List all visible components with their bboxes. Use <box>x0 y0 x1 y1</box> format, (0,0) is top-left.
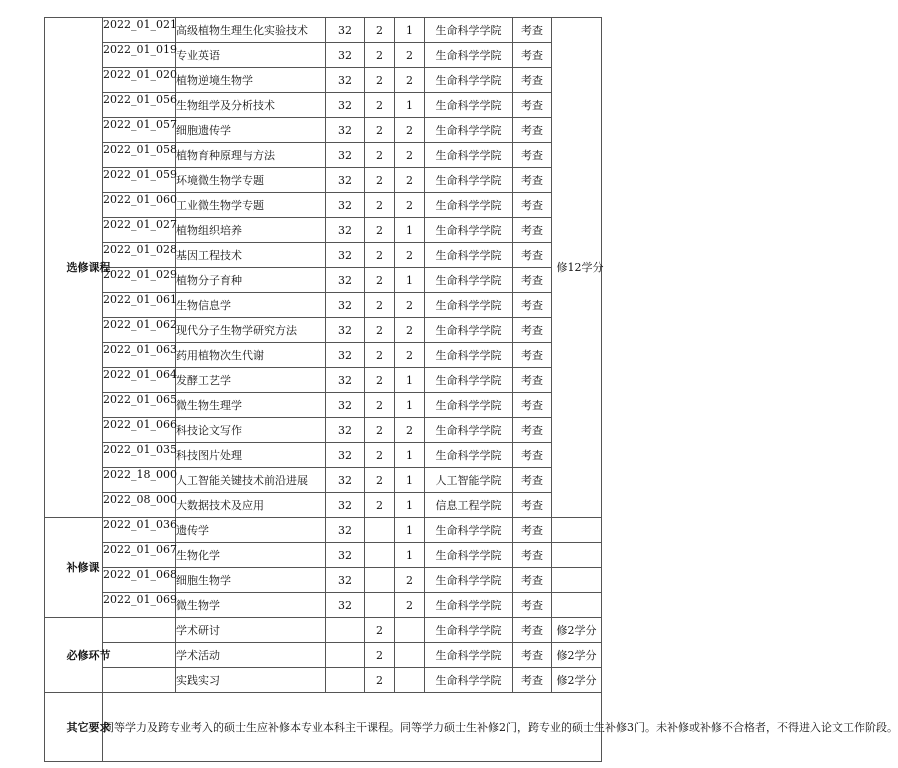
course-name: 环境微生物学专题 <box>176 168 326 193</box>
course-term: 1 <box>395 518 425 543</box>
other-requirements-text: 同等学力及跨专业考入的硕士生应补修本专业本科主干课程。同等学力硕士生补修2门，跨专业的硕士生补修3门。未补修或补修不合格者，不得进入论文工作阶段。 <box>103 693 602 762</box>
table-row <box>45 18 602 43</box>
course-college: 生命科学学院 <box>425 243 513 268</box>
course-credit: 2 <box>365 118 395 143</box>
course-hours <box>326 668 365 693</box>
table-row <box>45 118 602 143</box>
table-row <box>45 293 602 318</box>
course-credit: 2 <box>365 343 395 368</box>
course-code: 2022_01_064 <box>103 368 176 393</box>
course-college: 生命科学学院 <box>425 568 513 593</box>
course-hours: 32 <box>326 143 365 168</box>
course-hours: 32 <box>326 418 365 443</box>
course-college: 生命科学学院 <box>425 343 513 368</box>
course-hours: 32 <box>326 168 365 193</box>
course-exam: 考查 <box>513 218 552 243</box>
course-exam: 考查 <box>513 643 552 668</box>
course-credit: 2 <box>365 168 395 193</box>
course-name: 植物逆境生物学 <box>176 68 326 93</box>
course-code: 2022_01_069 <box>103 593 176 618</box>
course-term: 2 <box>395 593 425 618</box>
course-code: 2022_01_027 <box>103 218 176 243</box>
course-code: 2022_01_019 <box>103 43 176 68</box>
course-term: 2 <box>395 243 425 268</box>
course-college: 人工智能学院 <box>425 468 513 493</box>
course-exam: 考查 <box>513 118 552 143</box>
course-credit: 2 <box>365 318 395 343</box>
course-exam: 考查 <box>513 593 552 618</box>
course-code: 2022_01_021 <box>103 18 176 43</box>
course-exam: 考查 <box>513 393 552 418</box>
course-name: 科技论文写作 <box>176 418 326 443</box>
course-credit: 2 <box>365 418 395 443</box>
course-code: 2022_01_063 <box>103 343 176 368</box>
course-term: 1 <box>395 268 425 293</box>
course-term: 2 <box>395 418 425 443</box>
course-college: 生命科学学院 <box>425 393 513 418</box>
course-hours: 32 <box>326 593 365 618</box>
course-code: 2022_01_057 <box>103 118 176 143</box>
course-name: 学术活动 <box>176 643 326 668</box>
course-credit: 2 <box>365 243 395 268</box>
course-exam: 考查 <box>513 468 552 493</box>
remedial-note-cell <box>552 568 602 593</box>
course-code: 2022_01_020 <box>103 68 176 93</box>
course-exam: 考查 <box>513 168 552 193</box>
course-exam: 考查 <box>513 543 552 568</box>
course-term: 1 <box>395 18 425 43</box>
course-credit: 2 <box>365 18 395 43</box>
course-college: 生命科学学院 <box>425 168 513 193</box>
course-code: 2022_01_060 <box>103 193 176 218</box>
course-college: 生命科学学院 <box>425 18 513 43</box>
course-hours: 32 <box>326 218 365 243</box>
course-code: 2022_01_065 <box>103 393 176 418</box>
table-row <box>45 218 602 243</box>
course-hours <box>326 618 365 643</box>
course-credit <box>365 518 395 543</box>
table-row <box>45 243 602 268</box>
course-name: 细胞生物学 <box>176 568 326 593</box>
section-label-text: 选修课程 <box>66 261 111 274</box>
course-name: 细胞遗传学 <box>176 118 326 143</box>
course-code: 2022_01_036 <box>103 518 176 543</box>
course-name: 生物信息学 <box>176 293 326 318</box>
course-credit: 2 <box>365 193 395 218</box>
table-row <box>45 393 602 418</box>
course-hours: 32 <box>326 268 365 293</box>
course-name: 现代分子生物学研究方法 <box>176 318 326 343</box>
course-code: 2022_01_028 <box>103 243 176 268</box>
course-term: 1 <box>395 543 425 568</box>
table-row <box>45 168 602 193</box>
course-exam: 考查 <box>513 368 552 393</box>
course-term: 1 <box>395 443 425 468</box>
course-hours: 32 <box>326 468 365 493</box>
course-college: 生命科学学院 <box>425 543 513 568</box>
course-term: 2 <box>395 43 425 68</box>
course-hours: 32 <box>326 243 365 268</box>
section-label-text: 补修课 <box>66 561 100 574</box>
course-name: 基因工程技术 <box>176 243 326 268</box>
course-credit: 2 <box>365 668 395 693</box>
table-row <box>45 518 602 543</box>
course-college: 生命科学学院 <box>425 93 513 118</box>
course-name: 植物组织培养 <box>176 218 326 243</box>
course-code: 2022_01_056 <box>103 93 176 118</box>
course-exam: 考查 <box>513 418 552 443</box>
course-term: 2 <box>395 343 425 368</box>
course-exam: 考查 <box>513 193 552 218</box>
course-college: 生命科学学院 <box>425 643 513 668</box>
course-term: 2 <box>395 118 425 143</box>
course-name: 专业英语 <box>176 43 326 68</box>
remedial-note-cell <box>552 518 602 543</box>
course-exam: 考查 <box>513 43 552 68</box>
course-credit <box>365 593 395 618</box>
course-credit: 2 <box>365 268 395 293</box>
course-hours: 32 <box>326 543 365 568</box>
course-exam: 考查 <box>513 568 552 593</box>
remedial-note-cell <box>552 543 602 568</box>
table-row <box>45 418 602 443</box>
course-term <box>395 643 425 668</box>
course-name: 遗传学 <box>176 518 326 543</box>
course-credit: 2 <box>365 493 395 518</box>
table-row <box>45 268 602 293</box>
course-credit: 2 <box>365 618 395 643</box>
course-credit: 2 <box>365 43 395 68</box>
course-term <box>395 618 425 643</box>
course-exam: 考查 <box>513 268 552 293</box>
course-code <box>103 643 176 668</box>
section-label-remedial <box>45 518 103 618</box>
table-row <box>45 43 602 68</box>
course-term: 1 <box>395 368 425 393</box>
course-college: 生命科学学院 <box>425 593 513 618</box>
course-name: 微生物学 <box>176 593 326 618</box>
course-hours: 32 <box>326 43 365 68</box>
required-credit-note: 修2学分 <box>552 643 602 668</box>
course-college: 生命科学学院 <box>425 618 513 643</box>
course-exam: 考查 <box>513 318 552 343</box>
table-row <box>45 543 602 568</box>
course-term: 2 <box>395 318 425 343</box>
course-term: 2 <box>395 143 425 168</box>
course-hours: 32 <box>326 368 365 393</box>
course-hours: 32 <box>326 318 365 343</box>
course-term: 2 <box>395 68 425 93</box>
table-row <box>45 343 602 368</box>
table-row <box>45 468 602 493</box>
table-row <box>45 568 602 593</box>
course-name: 生物组学及分析技术 <box>176 93 326 118</box>
course-credit: 2 <box>365 68 395 93</box>
course-code <box>103 668 176 693</box>
course-code: 2022_01_059 <box>103 168 176 193</box>
course-term: 2 <box>395 568 425 593</box>
course-code: 2022_01_068 <box>103 568 176 593</box>
course-college: 生命科学学院 <box>425 68 513 93</box>
section-label-text: 必修环节 <box>66 648 111 662</box>
required-credit-note: 修2学分 <box>552 618 602 643</box>
course-exam: 考查 <box>513 68 552 93</box>
course-exam: 考查 <box>513 18 552 43</box>
table-row <box>45 193 602 218</box>
course-exam: 考查 <box>513 668 552 693</box>
course-hours: 32 <box>326 68 365 93</box>
course-college: 生命科学学院 <box>425 43 513 68</box>
table-row <box>45 318 602 343</box>
course-name: 科技图片处理 <box>176 443 326 468</box>
section-label-other <box>45 693 111 762</box>
course-exam: 考查 <box>513 293 552 318</box>
table-row <box>45 493 602 518</box>
course-hours: 32 <box>326 493 365 518</box>
course-term: 1 <box>395 93 425 118</box>
course-college: 生命科学学院 <box>425 118 513 143</box>
course-exam: 考查 <box>513 618 552 643</box>
required-credit-note: 修2学分 <box>552 668 602 693</box>
course-code: 2022_01_035 <box>103 443 176 468</box>
course-credit: 2 <box>365 143 395 168</box>
course-code: 2022_01_061 <box>103 293 176 318</box>
course-hours: 32 <box>326 293 365 318</box>
table-row <box>45 143 602 168</box>
course-college: 信息工程学院 <box>425 493 513 518</box>
course-credit: 2 <box>365 468 395 493</box>
table-row <box>45 68 602 93</box>
course-exam: 考查 <box>513 443 552 468</box>
course-name: 大数据技术及应用 <box>176 493 326 518</box>
course-term: 2 <box>395 168 425 193</box>
table-row <box>45 668 602 693</box>
course-college: 生命科学学院 <box>425 143 513 168</box>
course-exam: 考查 <box>513 143 552 168</box>
elective-credit-note <box>552 18 602 518</box>
course-credit: 2 <box>365 218 395 243</box>
course-hours: 32 <box>326 193 365 218</box>
course-term: 1 <box>395 393 425 418</box>
course-term: 2 <box>395 293 425 318</box>
course-code: 2022_08_000 <box>103 493 176 518</box>
table-row <box>45 443 602 468</box>
course-name: 微生物生理学 <box>176 393 326 418</box>
course-credit: 2 <box>365 393 395 418</box>
course-hours: 32 <box>326 18 365 43</box>
remedial-note-cell <box>552 593 602 618</box>
course-term: 1 <box>395 218 425 243</box>
course-college: 生命科学学院 <box>425 218 513 243</box>
course-plan-table <box>44 17 898 762</box>
course-name: 高级植物生理生化实验技术 <box>176 18 326 43</box>
course-term <box>395 668 425 693</box>
course-code: 2022_01_058 <box>103 143 176 168</box>
course-term: 1 <box>395 468 425 493</box>
course-exam: 考查 <box>513 243 552 268</box>
course-code: 2022_01_029 <box>103 268 176 293</box>
course-code <box>103 618 176 643</box>
course-college: 生命科学学院 <box>425 518 513 543</box>
course-college: 生命科学学院 <box>425 268 513 293</box>
course-name: 发酵工艺学 <box>176 368 326 393</box>
course-college: 生命科学学院 <box>425 293 513 318</box>
course-hours: 32 <box>326 118 365 143</box>
course-name: 实践实习 <box>176 668 326 693</box>
section-label-elective <box>45 18 111 518</box>
course-college: 生命科学学院 <box>425 193 513 218</box>
table-row <box>45 93 602 118</box>
course-college: 生命科学学院 <box>425 318 513 343</box>
course-hours <box>326 643 365 668</box>
course-hours: 32 <box>326 518 365 543</box>
section-label-text: 其它要求 <box>66 720 111 734</box>
course-name: 药用植物次生代谢 <box>176 343 326 368</box>
section-label-required_links <box>45 618 111 693</box>
course-credit: 2 <box>365 368 395 393</box>
course-code: 2022_01_067 <box>103 543 176 568</box>
course-code: 2022_01_062 <box>103 318 176 343</box>
course-name: 植物分子育种 <box>176 268 326 293</box>
course-term: 2 <box>395 193 425 218</box>
course-college: 生命科学学院 <box>425 443 513 468</box>
course-college: 生命科学学院 <box>425 418 513 443</box>
course-name: 人工智能关键技术前沿进展 <box>176 468 326 493</box>
course-exam: 考查 <box>513 343 552 368</box>
course-college: 生命科学学院 <box>425 368 513 393</box>
table-row <box>45 618 602 643</box>
course-hours: 32 <box>326 443 365 468</box>
course-credit <box>365 568 395 593</box>
course-name: 工业微生物学专题 <box>176 193 326 218</box>
table-row <box>45 693 602 762</box>
course-term: 1 <box>395 493 425 518</box>
course-hours: 32 <box>326 393 365 418</box>
course-hours: 32 <box>326 93 365 118</box>
course-hours: 32 <box>326 568 365 593</box>
elective-credit-note-text: 修12学分 <box>556 261 604 274</box>
course-credit: 2 <box>365 93 395 118</box>
course-credit: 2 <box>365 643 395 668</box>
table-row <box>45 593 602 618</box>
course-credit: 2 <box>365 293 395 318</box>
course-code: 2022_01_066 <box>103 418 176 443</box>
course-credit: 2 <box>365 443 395 468</box>
course-hours: 32 <box>326 343 365 368</box>
course-exam: 考查 <box>513 493 552 518</box>
course-code: 2022_18_000 <box>103 468 176 493</box>
course-exam: 考查 <box>513 518 552 543</box>
course-plan-body <box>45 18 898 762</box>
table-row <box>45 643 602 668</box>
course-name: 学术研讨 <box>176 618 326 643</box>
course-name: 生物化学 <box>176 543 326 568</box>
course-credit <box>365 543 395 568</box>
course-exam: 考查 <box>513 93 552 118</box>
table-row <box>45 368 602 393</box>
course-name: 植物育种原理与方法 <box>176 143 326 168</box>
course-college: 生命科学学院 <box>425 668 513 693</box>
